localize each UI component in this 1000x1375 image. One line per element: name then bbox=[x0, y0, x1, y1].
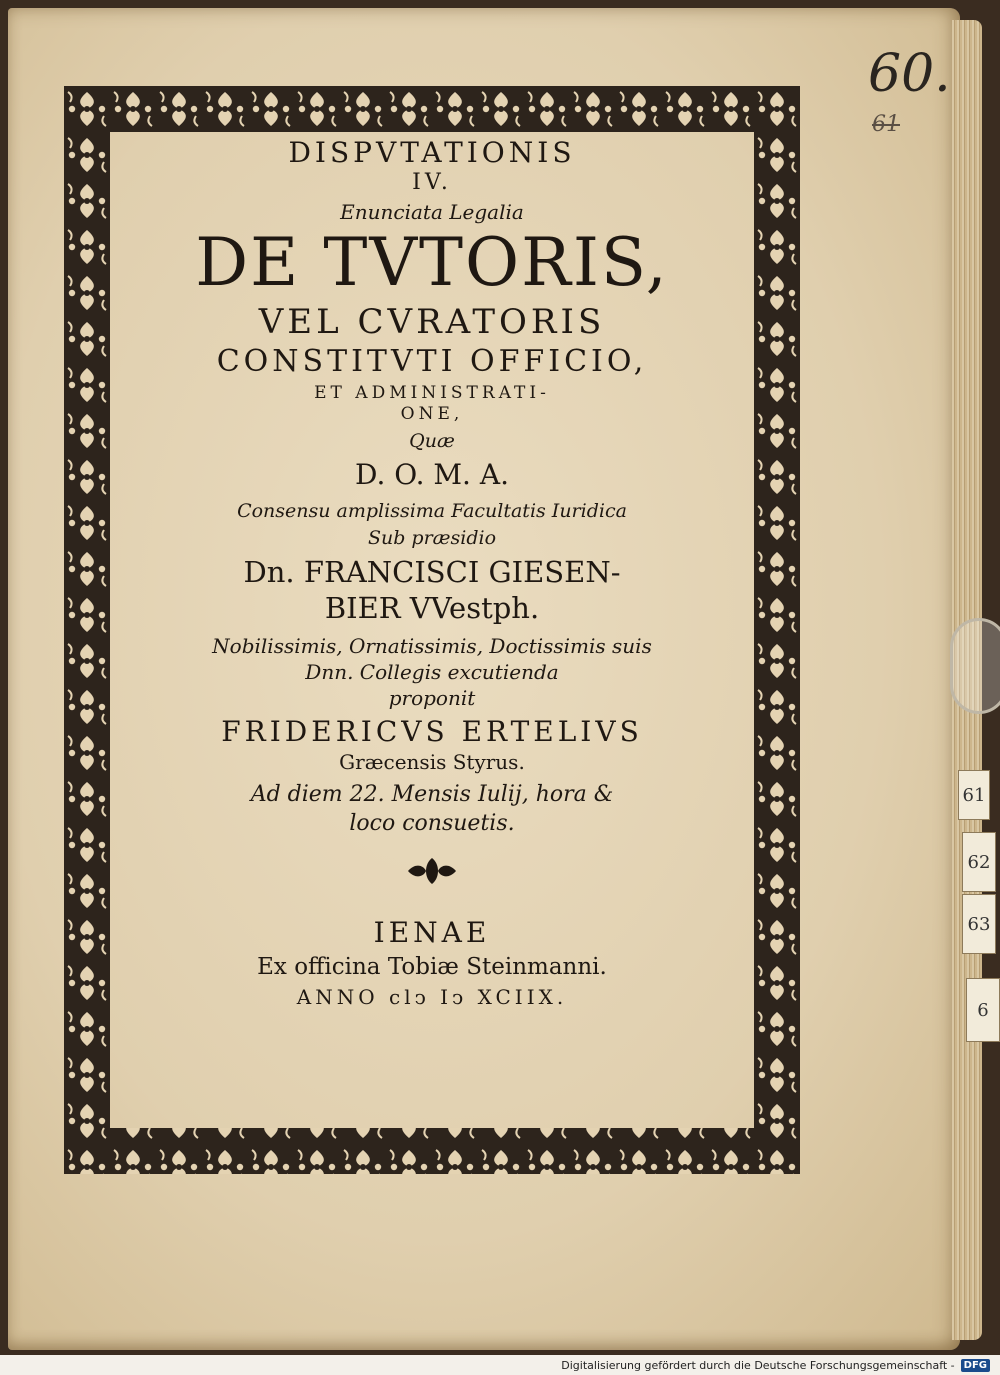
title-line: DE TVTORIS, bbox=[195, 223, 669, 301]
title-line: Enunciata Legalia bbox=[340, 199, 524, 224]
title-line: FRIDERICVS ERTELIVS bbox=[221, 714, 643, 748]
imprint-city: IENAE bbox=[373, 915, 491, 949]
title-line: CONSTITVTI OFFICIO, bbox=[216, 343, 648, 379]
title-line: DISPVTATIONIS bbox=[288, 136, 576, 169]
title-line: Sub præsidio bbox=[367, 526, 497, 549]
title-line: Ad diem 22. Mensis Iulij, hora & bbox=[250, 782, 614, 808]
title-line: IV. bbox=[412, 169, 452, 195]
margin-tab-label: 61 bbox=[962, 784, 986, 806]
struck-folio-number: 61 bbox=[872, 112, 900, 137]
title-line: Dnn. Collegis excutienda bbox=[305, 659, 559, 684]
imprint-year: ANNO clↄ Iↄ XCIIX. bbox=[296, 984, 568, 1009]
title-line: Quæ bbox=[409, 430, 455, 453]
title-line: Consensu amplissima Facultatis Iuridica bbox=[237, 500, 627, 523]
printers-ornament bbox=[124, 854, 740, 892]
margin-tab-label: 6 bbox=[977, 999, 989, 1021]
title-line: Dn. FRANCISCI GIESEN- bbox=[243, 554, 621, 589]
margin-tab-63[interactable] bbox=[962, 894, 996, 954]
dfg-logo: DFG bbox=[961, 1359, 990, 1372]
title-line: ET ADMINISTRATI- bbox=[314, 382, 550, 403]
title-line: loco consuetis. bbox=[349, 810, 515, 836]
title-line: proponit bbox=[388, 685, 476, 710]
title-line: BIER VVestph. bbox=[324, 590, 540, 625]
title-line: ONE, bbox=[400, 403, 464, 424]
title-line: D. O. M. A. bbox=[355, 458, 509, 492]
title-page-text bbox=[124, 134, 740, 1124]
imprint-printer: Ex officina Tobiæ Steinmanni. bbox=[257, 953, 607, 980]
margin-tab-61[interactable] bbox=[958, 770, 990, 820]
dfg-credit-text: Digitalisierung gefördert durch die Deutsche Forschungsgemeinschaft - bbox=[561, 1358, 955, 1372]
margin-tab-label: 62 bbox=[967, 851, 991, 873]
title-line: Græcensis Styrus. bbox=[339, 750, 525, 775]
folio-number: 60. bbox=[868, 44, 951, 104]
paper-clip bbox=[950, 618, 1000, 714]
title-line: Nobilissimis, Ornatissimis, Doctissimis suis bbox=[212, 633, 652, 658]
digitization-footer bbox=[0, 1355, 1000, 1375]
title-line: VEL CVRATORIS bbox=[258, 301, 606, 342]
margin-tab-label: 63 bbox=[967, 913, 991, 935]
margin-tab-62[interactable] bbox=[962, 832, 996, 892]
margin-tab-64[interactable] bbox=[966, 978, 1000, 1042]
